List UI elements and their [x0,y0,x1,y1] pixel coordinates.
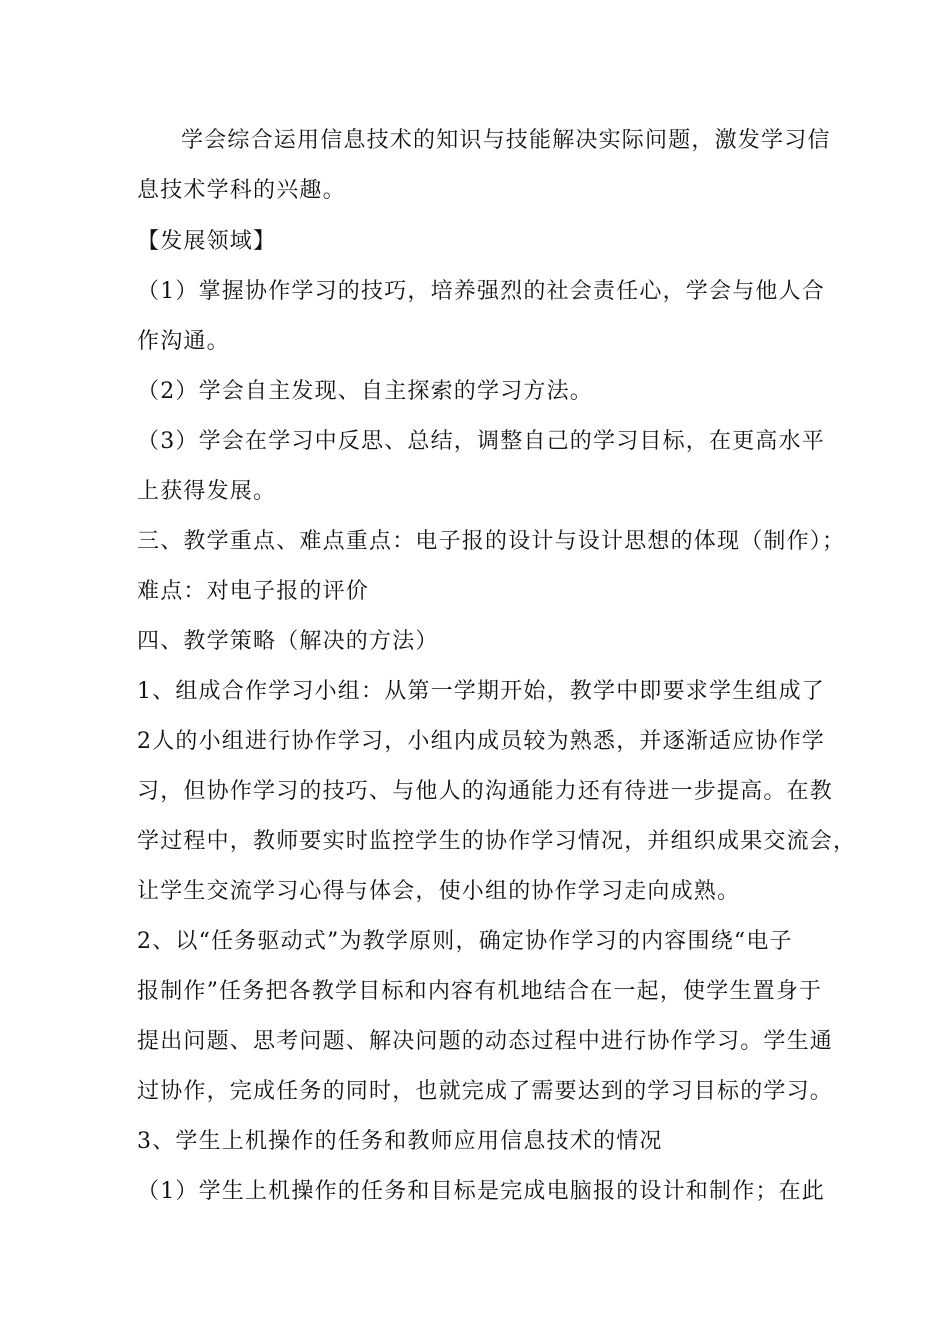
paragraph-line: 提出问题、思考问题、解决问题的动态过程中进行协作学习。学生通 [137,1029,834,1054]
paragraph-line: 学过程中，教师要实时监控学生的协作学习情况，并组织成果交流会， [137,829,857,854]
section-heading: 三、教学重点、难点重点：电子报的设计与设计思想的体现（制作）； [137,529,846,554]
list-item: （1）掌握协作学习的技巧，培养强烈的社会责任心，学会与他人合 [137,279,825,304]
list-item: （1）学生上机操作的任务和目标是完成电脑报的设计和制作；在此 [137,1179,825,1204]
section-heading: 【发展领域】 [137,229,277,254]
paragraph-line: 过协作，完成任务的同时，也就完成了需要达到的学习目标的学习。 [137,1079,834,1104]
list-item: 2、以“任务驱动式”为教学原则，确定协作学习的内容围绕“电子 [137,929,793,954]
paragraph-line: 作沟通。 [137,329,230,354]
paragraph-line: 难点：对电子报的评价 [137,579,370,604]
paragraph-line: 学会综合运用信息技术的知识与技能解决实际问题，激发学习信 [181,128,831,153]
paragraph-line: 让学生交流学习心得与体会，使小组的协作学习走向成熟。 [137,879,741,904]
paragraph-line: 习，但协作学习的技巧、与他人的沟通能力还有待进一步提高。在教 [137,779,834,804]
list-item: 1、组成合作学习小组：从第一学期开始，教学中即要求学生组成了 [137,679,825,704]
list-item: （2）学会自主发现、自主探索的学习方法。 [137,379,593,404]
list-item: 3、学生上机操作的任务和教师应用信息技术的情况 [137,1129,663,1154]
paragraph-line: 息技术学科的兴趣。 [137,178,346,203]
list-item: （3）学会在学习中反思、总结，调整自己的学习目标，在更高水平 [137,429,825,454]
paragraph-line: 报制作”任务把各教学目标和内容有机地结合在一起，使学生置身于 [137,979,823,1004]
paragraph-line: 上获得发展。 [137,479,277,504]
section-heading: 四、教学策略（解决的方法） [137,629,439,654]
paragraph-line: 2人的小组进行协作学习，小组内成员较为熟悉，并逐渐适应协作学 [137,729,825,754]
